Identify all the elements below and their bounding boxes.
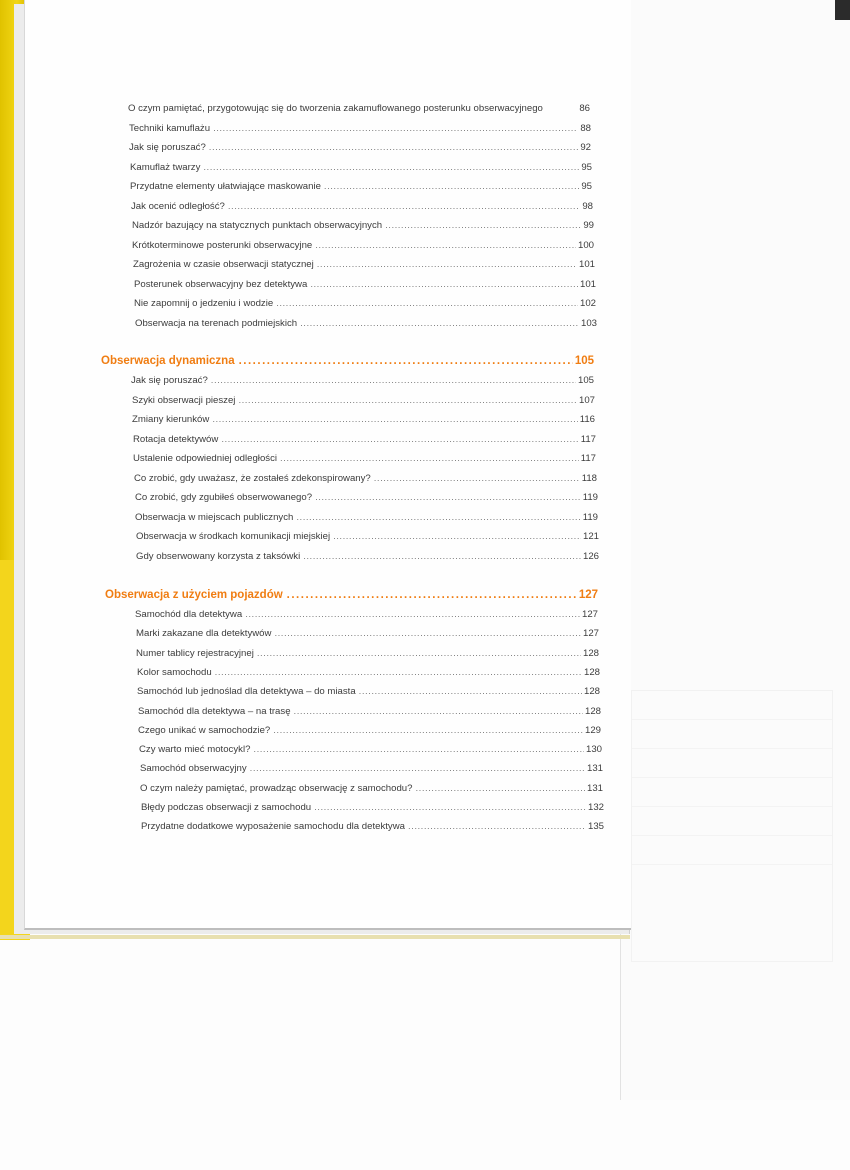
toc-entry[interactable]	[132, 395, 595, 413]
toc-entry[interactable]	[135, 512, 598, 530]
dot-leader	[215, 667, 582, 678]
toc-entry-title: Obserwacja w miejscach publicznych	[135, 511, 294, 523]
toc-entry-page-number: 105	[577, 375, 594, 386]
dot-leader	[287, 589, 577, 601]
dot-leader	[303, 551, 581, 562]
dot-leader	[300, 318, 579, 329]
toc-entry-page-number: 127	[582, 628, 599, 640]
dot-leader	[211, 375, 576, 386]
toc-entry[interactable]	[138, 706, 601, 724]
toc-entry[interactable]	[134, 298, 596, 316]
dot-leader	[408, 821, 586, 832]
toc-entry-page-number: 103	[580, 317, 597, 329]
toc-entry-title: Przydatne dodatkowe wyposażenie samochodu dla detektywa	[141, 821, 405, 833]
dot-leader	[333, 531, 581, 542]
dot-leader	[203, 162, 579, 173]
toc-entry-title: Ustalenie odpowiedniej odległości	[133, 453, 277, 464]
toc-entry-title: Co zrobić, gdy uważasz, że zostałeś zdekonspirowany?	[134, 472, 371, 484]
dot-leader	[274, 628, 581, 639]
toc-entry-title: Co zrobić, gdy zgubiłeś obserwowanego?	[135, 492, 313, 503]
section-page-number: 127	[578, 589, 598, 601]
toc-entry[interactable]	[135, 318, 597, 336]
toc-entry-page-number: 128	[583, 666, 600, 678]
toc-entry-page-number: 119	[582, 492, 598, 503]
toc-entry-title: Rotacja detektywów	[133, 433, 219, 445]
toc-entry[interactable]	[141, 821, 604, 839]
section-title: Obserwacja dynamiczna	[101, 355, 235, 367]
toc-entry-title: Samochód obserwacyjny	[140, 763, 247, 775]
toc-entry-page-number: 119	[582, 511, 598, 523]
toc-entry-title: Samochód dla detektywa – na trasę	[138, 705, 291, 717]
toc-entry[interactable]	[133, 259, 595, 277]
toc-entry-page-number: 88	[580, 122, 591, 134]
toc-entry-title: Gdy obserwowany korzysta z taksówki	[136, 550, 301, 562]
dot-leader	[250, 763, 585, 774]
dot-leader	[221, 434, 578, 445]
toc-entry-title: Jak się poruszać?	[129, 142, 206, 153]
toc-entry-title: Szyki obserwacji pieszej	[132, 394, 236, 406]
dot-leader	[315, 240, 576, 251]
toc-entry-title: Samochód lub jednoślad dla detektywa – do miasta	[137, 686, 356, 698]
toc-entry[interactable]	[133, 453, 596, 471]
dot-leader	[209, 142, 579, 153]
toc-entry[interactable]	[134, 279, 596, 297]
dot-leader	[253, 744, 584, 755]
toc-entry-title: Samochód dla detektywa	[135, 609, 243, 620]
toc-entry-title: Marki zakazane dla detektywów	[136, 628, 272, 640]
toc-entry-title: Krótkoterminowe posterunki obserwacyjne	[132, 239, 313, 251]
dot-leader	[228, 201, 580, 212]
toc-entry[interactable]	[130, 181, 592, 199]
toc-entry-page-number: 129	[584, 724, 601, 736]
toc-section-heading[interactable]	[101, 355, 594, 375]
toc-entry-page-number: 117	[580, 433, 596, 445]
toc-entry[interactable]	[139, 744, 602, 762]
toc-entry[interactable]	[133, 434, 596, 452]
toc-entry[interactable]	[128, 103, 590, 121]
dot-leader	[296, 512, 580, 523]
toc-entry-page-number: 131	[586, 782, 603, 794]
toc-entry-title: Techniki kamuflażu	[129, 122, 211, 134]
toc-entry-title: Kamuflaż twarzy	[130, 161, 201, 173]
toc-entry-page-number: 117	[580, 453, 596, 464]
toc-entry-title: Czego unikać w samochodzie?	[138, 724, 271, 736]
toc-entry[interactable]	[135, 609, 598, 627]
toc-entry-page-number: 101	[579, 278, 596, 290]
toc-entry-title: Numer tablicy rejestracyjnej	[136, 647, 254, 659]
dot-leader	[415, 783, 585, 794]
toc-entry[interactable]	[136, 628, 599, 646]
toc-entry[interactable]	[131, 201, 593, 219]
dot-leader	[239, 355, 573, 367]
toc-entry-title: Nie zapomnij o jedzeniu i wodzie	[134, 298, 274, 309]
dot-leader	[280, 453, 579, 464]
toc-entry-title: Nadzór bazujący na statycznych punktach obserwacyjnych	[132, 220, 383, 231]
toc-entry[interactable]	[130, 162, 592, 180]
toc-entry-title: Obserwacja na terenach podmiejskich	[135, 317, 298, 329]
toc-entry-title: Jak ocenić odległość?	[131, 200, 225, 212]
section-page-number: 105	[574, 355, 594, 367]
dot-leader	[213, 123, 578, 134]
toc-entry[interactable]	[136, 551, 599, 569]
dot-leader	[374, 473, 580, 484]
toc-entry[interactable]	[137, 667, 600, 685]
toc-entry[interactable]	[132, 414, 595, 432]
toc-entry-page-number: 95	[581, 161, 592, 173]
toc-entry[interactable]	[129, 142, 591, 160]
toc-entry-title: Posterunek obserwacyjny bez detektywa	[134, 278, 308, 290]
toc-section-heading[interactable]	[105, 589, 598, 609]
dot-leader	[212, 414, 577, 425]
toc-entry-title: O czym należy pamiętać, prowadząc obserwację z samochodu?	[140, 782, 413, 794]
toc-entry[interactable]	[132, 240, 594, 258]
toc-entry-page-number: 92	[580, 142, 591, 153]
toc-entry[interactable]	[136, 648, 599, 666]
dot-leader	[245, 609, 580, 620]
toc-entry-title: Obserwacja w środkach komunikacji miejskiej	[136, 531, 331, 542]
dot-leader	[315, 492, 581, 503]
toc-entry-page-number: 130	[585, 744, 602, 756]
toc-entry[interactable]	[132, 220, 594, 238]
toc-entry-page-number: 127	[581, 609, 598, 620]
toc-entry[interactable]	[135, 492, 598, 510]
dot-leader	[273, 725, 583, 736]
toc-entry-page-number: 101	[578, 259, 595, 270]
toc-entry-page-number: 118	[581, 472, 597, 484]
toc-entry-page-number: 128	[584, 705, 601, 717]
toc-entry-title: Czy warto mieć motocykl?	[139, 744, 251, 756]
toc-entry[interactable]	[137, 686, 600, 704]
toc-entry-page-number: 135	[587, 821, 604, 833]
dot-leader	[276, 298, 578, 309]
toc-entry[interactable]	[129, 123, 591, 141]
toc-entry[interactable]	[136, 531, 599, 549]
toc-entry-page-number: 131	[586, 763, 603, 775]
toc-entry-page-number: 128	[582, 647, 599, 659]
toc-entry-page-number: 102	[579, 298, 596, 309]
toc-entry[interactable]	[140, 783, 603, 801]
dot-leader	[257, 648, 581, 659]
section-title: Obserwacja z użyciem pojazdów	[105, 589, 283, 601]
dot-leader	[294, 706, 583, 717]
toc-entry-title: Jak się poruszać?	[131, 375, 208, 386]
toc-entry-page-number: 86	[579, 103, 590, 114]
toc-entry[interactable]	[131, 375, 594, 393]
toc-entry-page-number: 107	[578, 394, 595, 406]
dot-leader	[310, 279, 578, 290]
toc-entry-page-number: 128	[583, 686, 600, 698]
toc-entry-title: Zagrożenia w czasie obserwacji statycznej	[133, 259, 314, 270]
toc-entry-page-number: 98	[582, 200, 593, 212]
dot-leader	[359, 686, 582, 697]
toc-entry[interactable]	[134, 473, 597, 491]
toc-entry-page-number: 126	[582, 550, 599, 562]
toc-entry-page-number: 95	[581, 181, 592, 192]
dot-leader	[314, 802, 586, 813]
toc-entry-title: O czym pamiętać, przygotowując się do tworzenia zakamuflowanego posterunku obserwacyjnego	[128, 103, 543, 114]
toc-entry-page-number: 132	[587, 802, 604, 813]
toc-entry[interactable]	[140, 763, 603, 781]
toc-entry-page-number: 116	[579, 414, 595, 425]
toc-entry[interactable]	[141, 802, 604, 820]
toc-entry-title: Zmiany kierunków	[132, 414, 210, 425]
toc-entry-title: Kolor samochodu	[137, 666, 212, 678]
dot-leader	[317, 259, 577, 270]
toc-entry-title: Błędy podczas obserwacji z samochodu	[141, 802, 312, 813]
toc-entry[interactable]	[138, 725, 601, 743]
toc-entry-page-number: 100	[577, 239, 594, 251]
toc-entry-title: Przydatne elementy ułatwiające maskowanie	[130, 181, 321, 192]
toc-entry-page-number: 121	[582, 531, 599, 542]
dot-leader	[238, 395, 577, 406]
dot-leader	[385, 220, 581, 231]
toc-entry-page-number: 99	[583, 220, 594, 231]
dot-leader	[324, 181, 579, 192]
